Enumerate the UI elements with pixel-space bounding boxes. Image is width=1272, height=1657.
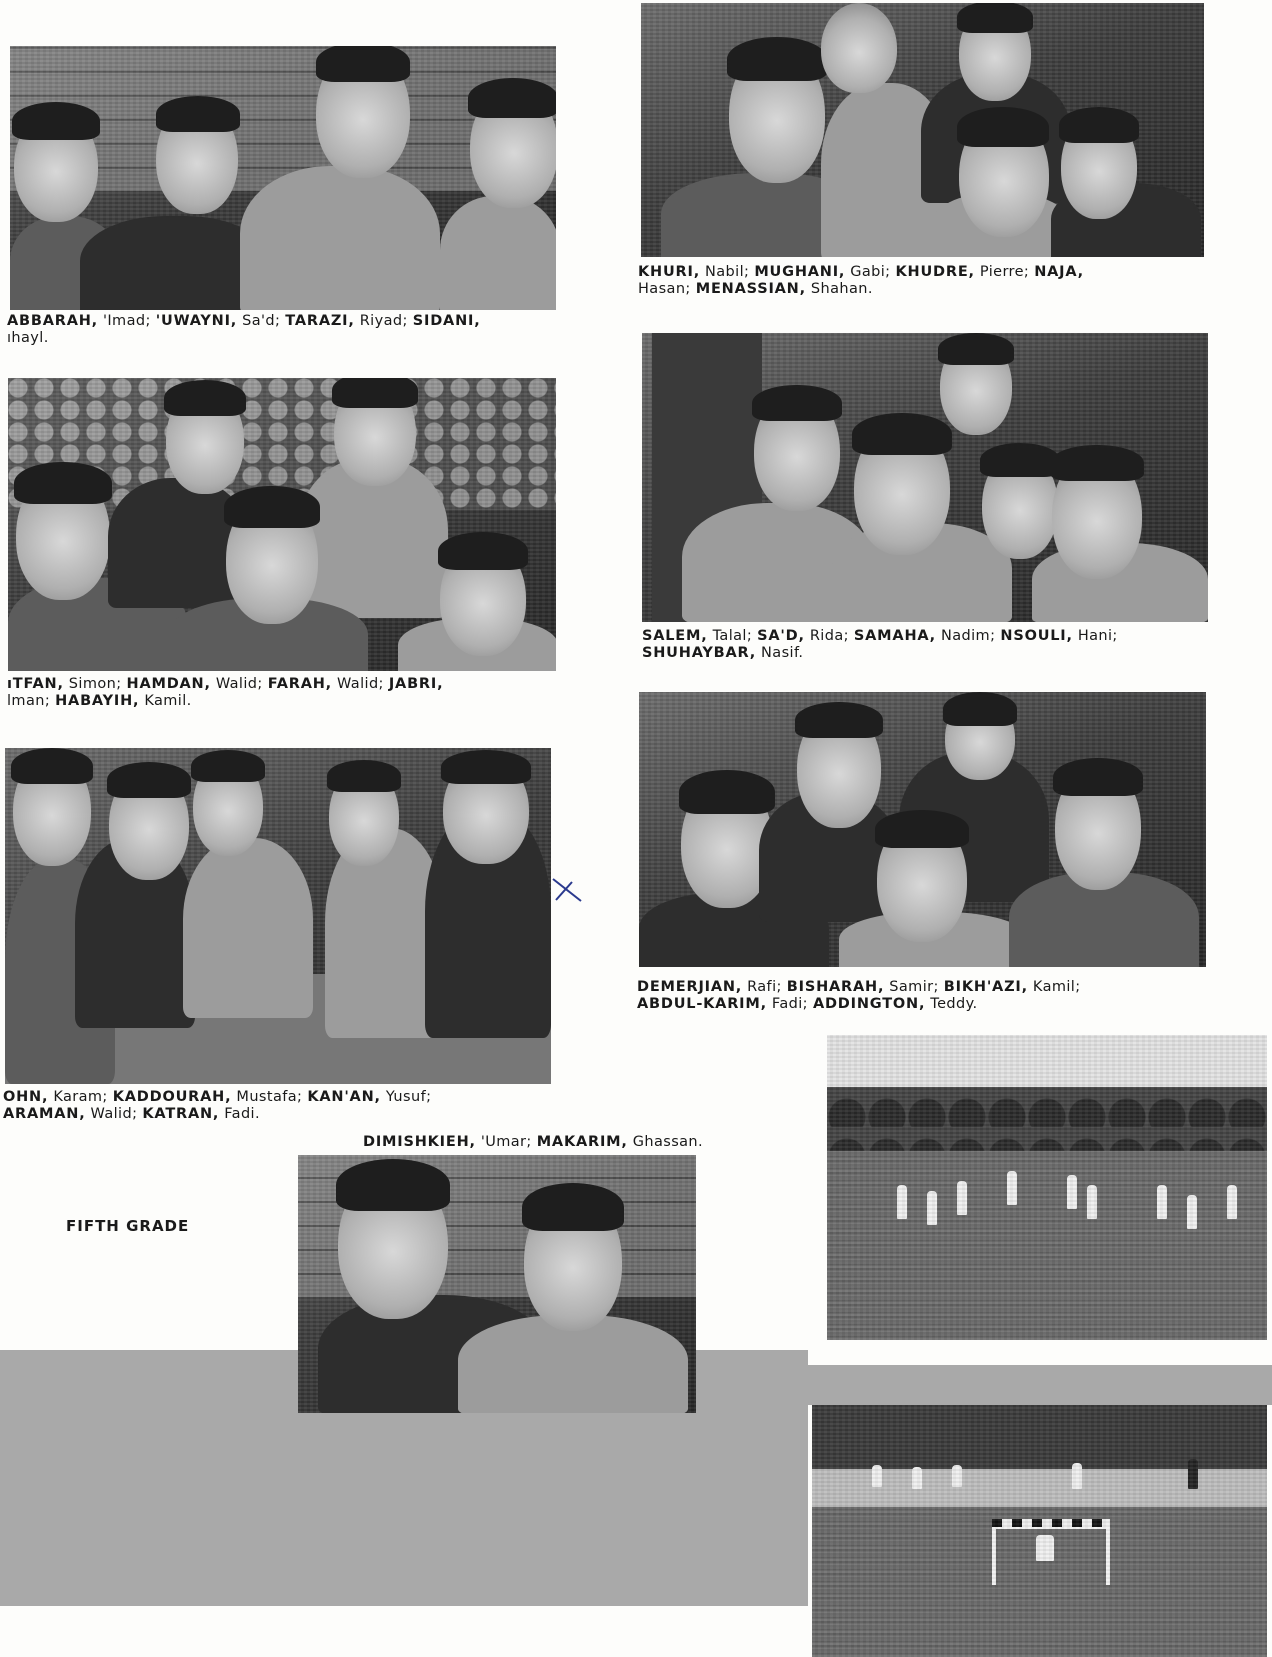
caption-line-1: KHURI, Nabil; MUGHANI, Gabi; KHUDRE, Pierre; NAJA, — [638, 264, 1084, 280]
caption-group-6 — [637, 979, 1197, 1013]
caption-line-2: Hasan; MENASSIAN, Shahan. — [638, 281, 873, 297]
photo-group-6 — [639, 692, 1206, 967]
photo-group-1 — [10, 46, 556, 310]
caption-line-1: ıTFAN, Simon; HAMDAN, Walid; FARAH, Walid; JABRI, — [7, 676, 444, 692]
gray-band-right — [800, 1365, 1272, 1405]
caption-line-2: ARAMAN, Walid; KATRAN, Fadi. — [3, 1106, 260, 1122]
caption-group-4 — [642, 628, 1202, 662]
photo-group-2 — [641, 3, 1204, 257]
caption-group-1 — [7, 313, 552, 347]
caption-group-7 — [363, 1134, 723, 1151]
photo-group-4 — [642, 333, 1208, 622]
caption-line-1: OHN, Karam; KADDOURAH, Mustafa; KAN'AN, Yusuf; — [3, 1089, 432, 1105]
caption-group-3 — [7, 676, 552, 710]
caption-group-2 — [638, 264, 1198, 298]
caption-line-1: SALEM, Talal; SA'D, Rida; SAMAHA, Nadim; NSOULI, Hani; — [642, 628, 1118, 644]
photo-group-3 — [8, 378, 556, 671]
caption-line-2: SHUHAYBAR, Nasif. — [642, 645, 804, 661]
grade-label: FIFTH GRADE — [66, 1217, 190, 1235]
photo-sports-field — [827, 1035, 1267, 1340]
photo-hurdles — [812, 1405, 1267, 1657]
caption-line-1: DEMERJIAN, Rafi; BISHARAH, Samir; BIKH'AZI, Kamil; — [637, 979, 1081, 995]
caption-line-2: ıhayl. — [7, 330, 49, 346]
caption-line-2: lman; HABAYIH, Kamil. — [7, 693, 192, 709]
photo-group-5 — [5, 748, 551, 1084]
caption-group-5 — [3, 1089, 548, 1123]
photo-group-7 — [298, 1155, 696, 1413]
pen-mark-icon — [550, 876, 584, 904]
caption-line-1: DIMISHKIEH, 'Umar; MAKARIM, Ghassan. — [363, 1134, 704, 1150]
caption-line-2: ABDUL-KARIM, Fadi; ADDINGTON, Teddy. — [637, 996, 978, 1012]
caption-line-1: ABBARAH, 'Imad; 'UWAYNI, Sa'd; TARAZI, Riyad; SIDANI, — [7, 313, 481, 329]
